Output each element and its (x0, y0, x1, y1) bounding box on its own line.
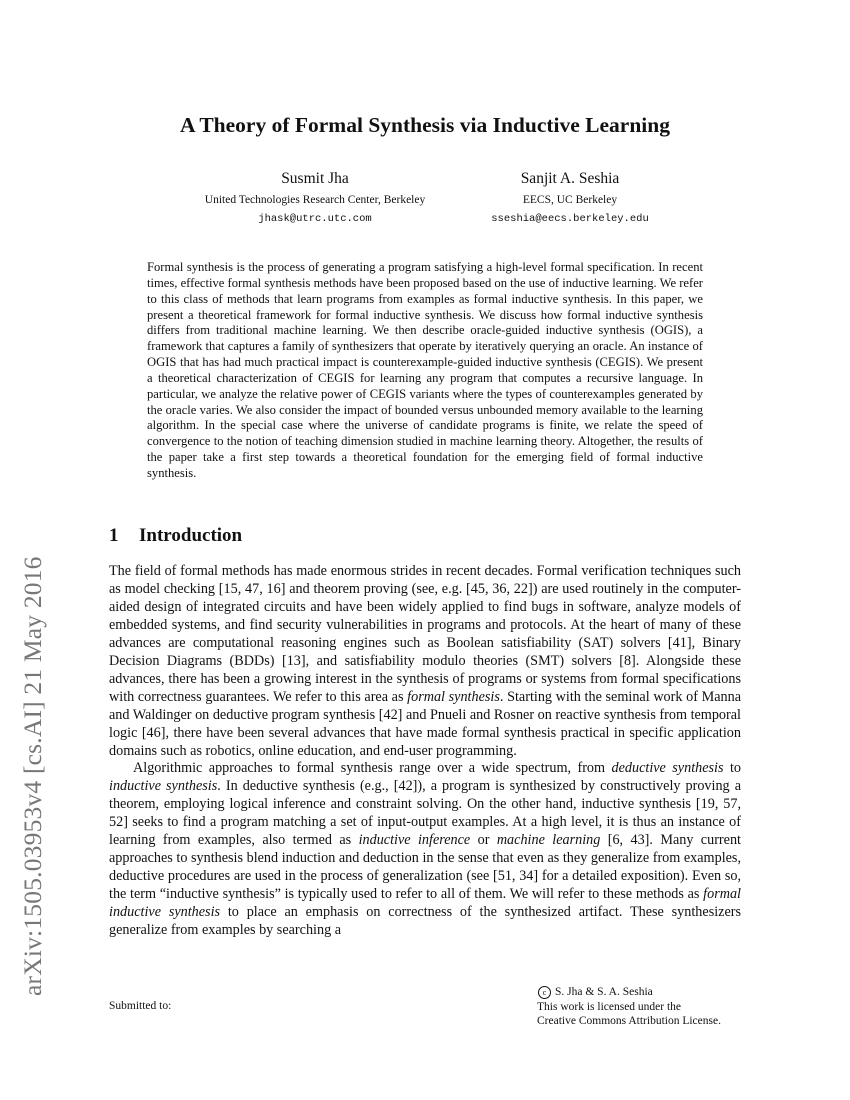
author-email: sseshia@eecs.berkeley.edu (491, 213, 649, 225)
paper-title: A Theory of Formal Synthesis via Inductive Learning (180, 113, 670, 137)
author-email: jhask@utrc.utc.com (258, 213, 372, 225)
copyright-icon: c (538, 986, 551, 999)
abstract: Formal synthesis is the process of generating a program satisfying a high-level formal specification. In recent times, effective formal synthesis methods have been proposed based on the use of inductive learning. We refer to this class of methods that learn programs from examples as formal inductive synthesis. In this paper, we present a theoretical framework for formal inductive synthesis. We discuss how formal inductive synthesis differs from traditional machine learning. We then describe oracle-guided inductive synthesis (OGIS), a framework that captures a family of synthesizers that operate by iteratively querying an oracle. An instance of OGIS that has had much practical impact is counterexample-guided inductive synthesis (CEGIS). We present a theoretical characterization of CEGIS for learning any program that computes a recursive language. In particular, we analyze the relative power of CEGIS variants where the types of counterexamples generated by the oracle varies. We also consider the impact of bounded versus unbounded memory available to the learning algorithm. In the special case where the universe of candidate programs is finite, we relate the speed of convergence to the notion of teaching dimension studied in machine learning theory. Altogether, the results of the paper take a first step towards a theoretical foundation for the emerging field of formal inductive synthesis. (147, 260, 703, 480)
section-heading (109, 525, 242, 547)
license-block (537, 985, 721, 1029)
paragraph: Algorithmic approaches to formal synthesis range over a wide spectrum, from deductive synthesis to inductive synthesis. In deductive synthesis (e.g., [42]), a program is synthesized by constructively proving a theorem, employing logical inference and constraint solving. On the other hand, inductive synthesis [19, 57, 52] seeks to find a program matching a set of input-output examples. At a high level, it is thus an instance of learning from examples, also termed as inductive inference or machine learning [6, 43]. Many current approaches to synthesis blend induction and deduction in the sense that even as they generalize from examples, deductive procedures are used in the process of generalization (see [51, 34] for a detailed exposition). Even so, the term “inductive synthesis” is typically used to refer to all of them. We will refer to these methods as formal inductive synthesis to place an emphasis on correctness of the synthesized artifact. These synthesizers generalize from examples by searching a (109, 760, 741, 939)
author-name: Sanjit A. Seshia (520, 170, 620, 187)
author-block (190, 170, 440, 225)
submitted-to-note: Submitted to: (109, 1000, 172, 1012)
body-text (109, 563, 741, 940)
author-block (485, 170, 655, 225)
arxiv-identifier-stamp: arXiv:1505.03953v4 [cs.AI] 21 May 2016 (18, 556, 47, 996)
author-affiliation: EECS, UC Berkeley (522, 194, 618, 206)
author-name: Susmit Jha (281, 170, 349, 187)
license-authors: S. Jha & S. A. Seshia (555, 986, 653, 998)
section-title: Introduction (139, 525, 243, 546)
author-affiliation: United Technologies Research Center, Berkeley (204, 194, 426, 206)
section-number: 1 (109, 525, 119, 546)
license-name: Creative Commons Attribution License. (537, 1015, 721, 1027)
paragraph: The field of formal methods has made enormous strides in recent decades. Formal verification techniques such as model checking [15, 47, 16] and theorem proving (see, e.g. [45, 36, 22]) are used routinely in the computer-aided design of integrated circuits and have been widely applied to find bugs in software, analyze models of embedded systems, and find security vulnerabilities in programs and protocols. At the heart of many of these advances are computational reasoning engines such as Boolean satisfiability (SAT) solvers [41], Binary Decision Diagrams (BDDs) [13], and satisfiability modulo theories (SMT) solvers [8]. Alongside these advances, there has been a growing interest in the synthesis of programs or systems from formal specifications with correctness guarantees. We refer to this area as formal synthesis. Starting with the seminal work of Manna and Waldinger on deductive program synthesis [42] and Pnueli and Rosner on reactive synthesis from temporal logic [46], there have been several advances that have made formal synthesis practical in specific application domains such as robotics, online education, and end-user programming. (109, 563, 741, 759)
license-text: This work is licensed under the (537, 1000, 682, 1013)
